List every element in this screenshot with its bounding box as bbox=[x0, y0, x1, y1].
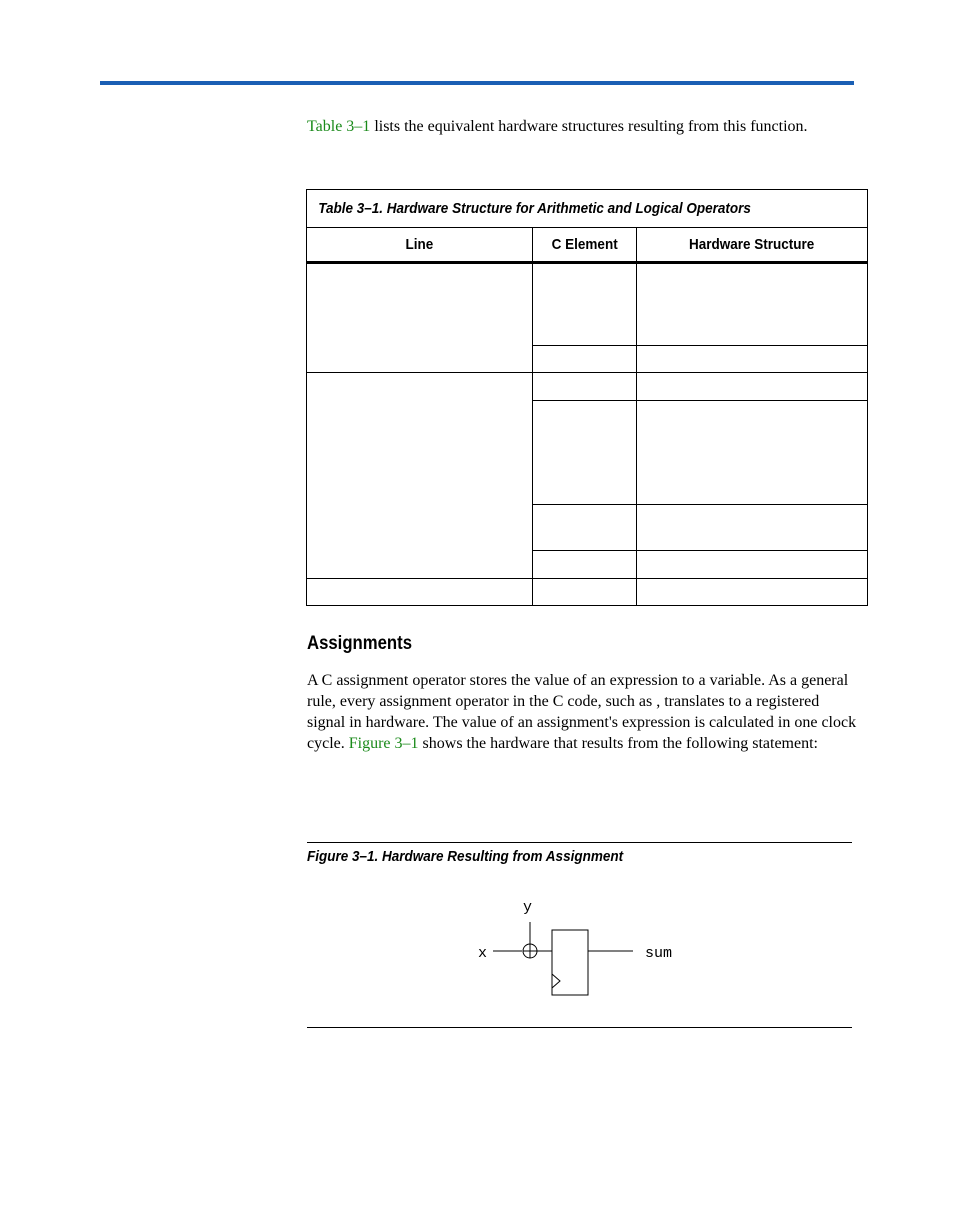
table-cell bbox=[636, 505, 867, 551]
figure-caption: Figure 3–1. Hardware Resulting from Assignment bbox=[307, 848, 624, 865]
label-y: y bbox=[523, 899, 533, 916]
table-row bbox=[307, 263, 868, 346]
figure-bottom-rule bbox=[307, 1027, 852, 1028]
section-heading: Assignments bbox=[307, 633, 412, 654]
label-x: x bbox=[478, 945, 488, 962]
table-cell bbox=[307, 263, 533, 373]
label-sum: sum bbox=[645, 945, 673, 962]
table-cell bbox=[533, 346, 637, 373]
intro-text: lists the equivalent hardware structures resulting from this function. bbox=[370, 118, 808, 135]
table-cell bbox=[533, 263, 637, 346]
intro-paragraph bbox=[307, 116, 852, 137]
header-c-element: C Element bbox=[533, 228, 637, 263]
assignment-circuit-diagram bbox=[470, 890, 690, 1005]
table-caption: Table 3–1. Hardware Structure for Arithmetic and Logical Operators bbox=[307, 190, 812, 228]
table-link[interactable]: Table 3–1 bbox=[307, 118, 371, 135]
assignments-paragraph bbox=[307, 670, 857, 754]
header-hardware-structure: Hardware Structure bbox=[636, 228, 867, 263]
figure-link[interactable]: Figure 3–1 bbox=[348, 735, 419, 752]
register-icon bbox=[552, 930, 588, 995]
table-cell bbox=[533, 551, 637, 579]
hardware-structure-table bbox=[306, 189, 868, 606]
paragraph-text-1: A C assignment operator stores the value of an expression to a variable. As a general rule, every assignment operator in the C code, such as , translates to a registered signal in hardware. The value of an assignment's expression is calculated in one clock cycle. bbox=[307, 672, 857, 752]
table-cell bbox=[636, 401, 867, 505]
table-row bbox=[307, 579, 868, 606]
figure-top-rule bbox=[307, 842, 852, 843]
table-cell bbox=[636, 346, 867, 373]
table-cell bbox=[636, 373, 867, 401]
table-cell bbox=[636, 263, 867, 346]
table-cell bbox=[533, 401, 637, 505]
header-line: Line bbox=[307, 228, 533, 263]
table-cell bbox=[533, 505, 637, 551]
table-cell bbox=[307, 579, 533, 606]
table-row bbox=[307, 373, 868, 401]
table-cell bbox=[636, 579, 867, 606]
table-cell bbox=[533, 373, 637, 401]
header-rule bbox=[100, 81, 854, 85]
table-cell bbox=[533, 579, 637, 606]
table-cell bbox=[307, 373, 533, 579]
clock-input-icon bbox=[552, 974, 560, 988]
paragraph-text-2: shows the hardware that results from the following statement: bbox=[418, 735, 818, 752]
table-cell bbox=[636, 551, 867, 579]
